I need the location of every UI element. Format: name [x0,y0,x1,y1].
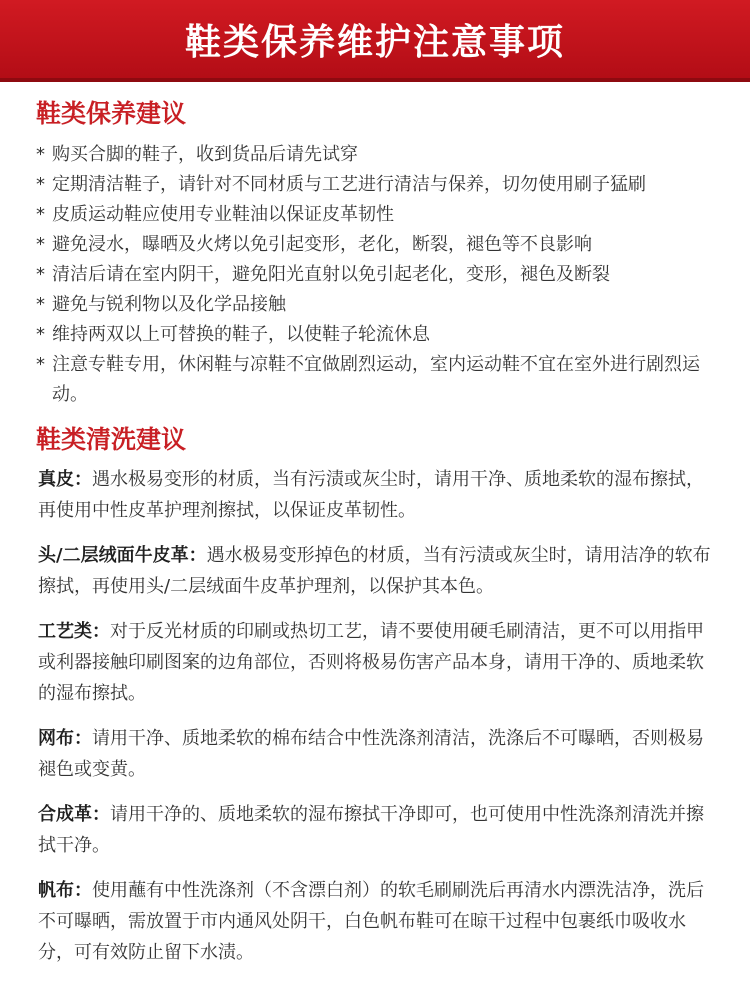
clean-item-label: 网布： [38,728,92,749]
clean-item-label: 帆布： [38,880,92,901]
clean-item-text: 请用干净、质地柔软的棉布结合中性洗涤剂清洁，洗涤后不可曝晒，否则极易褪色或变黄。 [38,728,704,780]
list-item-text: 避免浸水，曝晒及火烤以免引起变形，老化，断裂，褪色等不良影响 [52,234,592,255]
list-item-text: 购买合脚的鞋子，收到货品后请先试穿 [52,144,358,165]
list-item-text: 皮质运动鞋应使用专业鞋油以保证皮革韧性 [52,204,394,225]
list-item [36,200,726,230]
clean-list [38,464,718,982]
list-item-text: 清洁后请在室内阴干，避免阳光直射以免引起老化，变形，褪色及断裂 [52,264,610,285]
clean-item [38,540,718,602]
list-item [36,320,726,350]
list-item [36,290,726,320]
list-item-text: 避免与锐利物以及化学品接触 [52,294,286,315]
bullet: * [36,294,45,315]
bullet: * [36,174,45,195]
clean-item-text: 请用干净的、质地柔软的湿布擦拭干净即可，也可使用中性洗涤剂清洗并擦拭干净。 [38,804,704,856]
clean-item-text: 遇水极易变形掉色的材质，当有污渍或灰尘时，请用洁净的软布擦拭，再使用头/二层绒面牛皮革护理剂，以保护其本色。 [38,545,711,597]
care-section-title: 鞋类保养建议 [36,99,187,128]
bullet: * [36,234,45,255]
list-item-text: 注意专鞋专用，休闲鞋与凉鞋不宜做剧烈运动，室内运动鞋不宜在室外进行剧烈运动。 [52,354,700,405]
clean-item-text: 使用蘸有中性洗涤剂（不含漂白剂）的软毛刷刷洗后再清水内漂洗洁净，洗后不可曝晒，需放置于市内通风处阴干，白色帆布鞋可在晾干过程中包裹纸巾吸收水分，可有效防止留下水渍。 [38,880,704,963]
clean-section-title: 鞋类清洗建议 [36,425,187,454]
clean-item-label: 工艺类： [38,621,110,642]
clean-item [38,799,718,861]
list-item-text: 定期清洁鞋子，请针对不同材质与工艺进行清洁与保养，切勿使用刷子猛刷 [52,174,646,195]
clean-item-text: 对于反光材质的印刷或热切工艺，请不要使用硬毛刷清洁，更不可以用指甲或利器接触印刷图案的边角部位，否则将极易伤害产品本身，请用干净的、质地柔软的湿布擦拭。 [38,621,704,704]
clean-item-label: 真皮： [38,469,92,490]
header-banner [0,0,750,82]
bullet: * [36,144,45,165]
list-item [36,140,726,170]
clean-item [38,875,718,968]
bullet: * [36,324,45,345]
clean-item-text: 遇水极易变形的材质，当有污渍或灰尘时，请用干净、质地柔软的湿布擦拭，再使用中性皮革护理剂擦拭，以保证皮革韧性。 [38,469,704,521]
list-item [36,350,726,410]
bullet: * [36,354,45,375]
clean-item-label: 头/二层绒面牛皮革： [38,545,207,566]
clean-item [38,723,718,785]
bullet: * [36,204,45,225]
page-title: 鞋类保养维护注意事项 [184,21,565,63]
bullet: * [36,264,45,285]
list-item-text: 维持两双以上可替换的鞋子，以使鞋子轮流休息 [52,324,430,345]
clean-item [38,616,718,709]
care-list [36,140,726,410]
clean-item-label: 合成革： [38,804,110,825]
list-item [36,230,726,260]
list-item [36,170,726,200]
list-item [36,260,726,290]
clean-item [38,464,718,526]
